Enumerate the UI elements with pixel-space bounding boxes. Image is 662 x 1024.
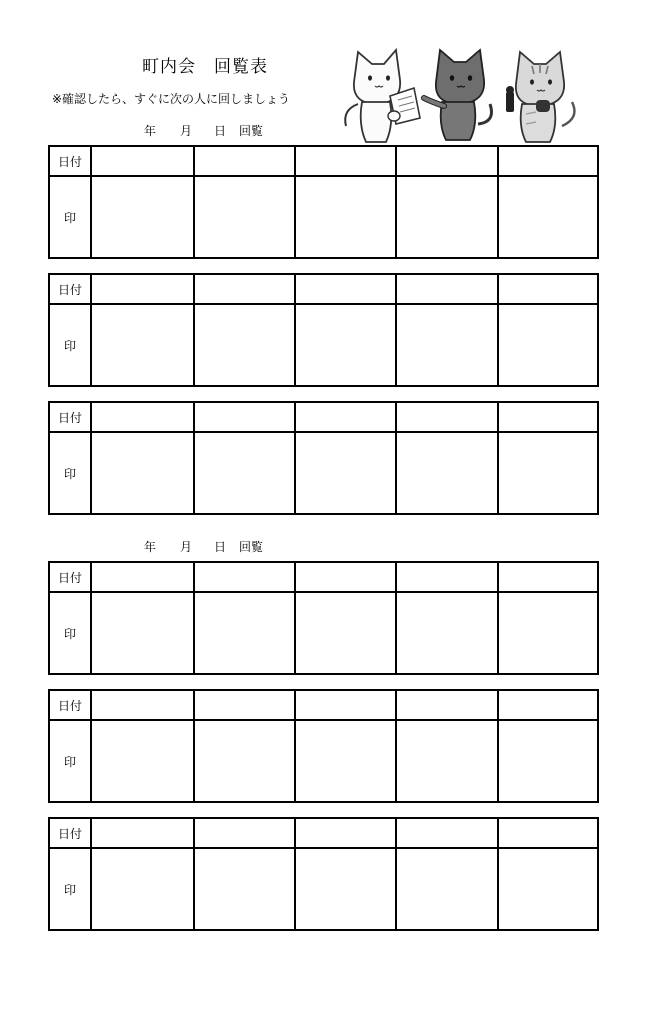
date-entry-cell[interactable] xyxy=(498,691,597,719)
seal-label-cell: 印 xyxy=(50,433,92,513)
date-label-cell: 日付 xyxy=(50,819,92,847)
date-entry-cell[interactable] xyxy=(295,819,395,847)
seal-entry-cell[interactable] xyxy=(194,849,294,929)
date-entry-cell[interactable] xyxy=(396,147,497,175)
date-entry-cell[interactable] xyxy=(396,691,497,719)
seal-entry-cell[interactable] xyxy=(498,433,597,513)
date-entry-cell[interactable] xyxy=(396,819,497,847)
gray-cat-pointing-icon xyxy=(424,50,492,140)
date-entry-cell[interactable] xyxy=(93,563,193,591)
month-label: 月 xyxy=(180,124,193,138)
date-entry-cell[interactable] xyxy=(194,275,294,303)
seal-entry-cell[interactable] xyxy=(498,721,597,801)
seal-label-cell: 印 xyxy=(50,849,92,929)
circulation-table xyxy=(48,401,599,515)
date-line xyxy=(144,122,263,139)
circulation-table xyxy=(48,561,599,675)
seal-entry-cell[interactable] xyxy=(498,177,597,257)
seal-entry-cell[interactable] xyxy=(295,305,395,385)
seal-row xyxy=(50,177,597,257)
seal-row xyxy=(50,433,597,513)
seal-label-cell: 印 xyxy=(50,721,92,801)
year-label: 年 xyxy=(144,124,157,138)
seal-entry-cell[interactable] xyxy=(93,721,193,801)
seal-entry-cell[interactable] xyxy=(295,721,395,801)
date-entry-cell[interactable] xyxy=(194,819,294,847)
seal-row xyxy=(50,305,597,385)
seal-row xyxy=(50,849,597,929)
date-row xyxy=(50,275,597,305)
seal-row xyxy=(50,721,597,801)
date-entry-cell[interactable] xyxy=(194,147,294,175)
day-label: 日 xyxy=(214,540,227,554)
date-row xyxy=(50,403,597,433)
white-cat-reading-paper-icon xyxy=(345,50,420,142)
circulation-table xyxy=(48,273,599,387)
date-label-cell: 日付 xyxy=(50,563,92,591)
date-entry-cell[interactable] xyxy=(295,563,395,591)
day-label: 日 xyxy=(214,124,227,138)
seal-entry-cell[interactable] xyxy=(396,849,497,929)
seal-entry-cell[interactable] xyxy=(93,593,193,673)
seal-entry-cell[interactable] xyxy=(498,593,597,673)
seal-entry-cell[interactable] xyxy=(295,593,395,673)
instruction-note: ※確認したら、すぐに次の人に回しましょう xyxy=(52,92,291,106)
date-row xyxy=(50,147,597,177)
circulation-label: 回覧 xyxy=(239,540,264,554)
seal-row xyxy=(50,593,597,673)
date-entry-cell[interactable] xyxy=(194,691,294,719)
date-entry-cell[interactable] xyxy=(498,147,597,175)
date-row xyxy=(50,563,597,593)
date-entry-cell[interactable] xyxy=(295,147,395,175)
seal-entry-cell[interactable] xyxy=(194,721,294,801)
date-entry-cell[interactable] xyxy=(396,275,497,303)
date-entry-cell[interactable] xyxy=(295,275,395,303)
date-label-cell: 日付 xyxy=(50,403,92,431)
seal-entry-cell[interactable] xyxy=(498,849,597,929)
seal-entry-cell[interactable] xyxy=(194,593,294,673)
date-row xyxy=(50,819,597,849)
seal-entry-cell[interactable] xyxy=(295,849,395,929)
date-entry-cell[interactable] xyxy=(93,147,193,175)
circulation-table xyxy=(48,689,599,803)
seal-entry-cell[interactable] xyxy=(396,593,497,673)
circulation-table xyxy=(48,817,599,931)
seal-entry-cell[interactable] xyxy=(194,305,294,385)
date-entry-cell[interactable] xyxy=(498,403,597,431)
date-label-cell: 日付 xyxy=(50,147,92,175)
date-label-cell: 日付 xyxy=(50,691,92,719)
seal-label-cell: 印 xyxy=(50,177,92,257)
date-entry-cell[interactable] xyxy=(498,275,597,303)
date-entry-cell[interactable] xyxy=(194,563,294,591)
page-title: 町内会 回覧表 xyxy=(142,57,268,77)
date-entry-cell[interactable] xyxy=(498,563,597,591)
seal-entry-cell[interactable] xyxy=(396,433,497,513)
circulation-table xyxy=(48,145,599,259)
date-entry-cell[interactable] xyxy=(396,563,497,591)
date-row xyxy=(50,691,597,721)
seal-entry-cell[interactable] xyxy=(295,433,395,513)
seal-entry-cell[interactable] xyxy=(396,721,497,801)
date-entry-cell[interactable] xyxy=(396,403,497,431)
seal-entry-cell[interactable] xyxy=(396,177,497,257)
date-entry-cell[interactable] xyxy=(93,691,193,719)
seal-entry-cell[interactable] xyxy=(194,177,294,257)
seal-entry-cell[interactable] xyxy=(93,305,193,385)
month-label: 月 xyxy=(180,540,193,554)
seal-label-cell: 印 xyxy=(50,593,92,673)
seal-entry-cell[interactable] xyxy=(194,433,294,513)
date-entry-cell[interactable] xyxy=(194,403,294,431)
date-entry-cell[interactable] xyxy=(93,275,193,303)
seal-entry-cell[interactable] xyxy=(396,305,497,385)
seal-entry-cell[interactable] xyxy=(295,177,395,257)
seal-entry-cell[interactable] xyxy=(93,433,193,513)
circulation-label: 回覧 xyxy=(239,124,264,138)
date-entry-cell[interactable] xyxy=(295,403,395,431)
seal-label-cell: 印 xyxy=(50,305,92,385)
date-entry-cell[interactable] xyxy=(295,691,395,719)
date-label-cell: 日付 xyxy=(50,275,92,303)
date-entry-cell[interactable] xyxy=(93,819,193,847)
date-entry-cell[interactable] xyxy=(93,403,193,431)
seal-entry-cell[interactable] xyxy=(93,849,193,929)
seal-entry-cell[interactable] xyxy=(498,305,597,385)
seal-entry-cell[interactable] xyxy=(93,177,193,257)
tabby-cat-holding-stamp-icon xyxy=(506,52,574,142)
date-line xyxy=(144,538,263,555)
year-label: 年 xyxy=(144,540,157,554)
cats-illustration xyxy=(336,44,586,148)
date-entry-cell[interactable] xyxy=(498,819,597,847)
